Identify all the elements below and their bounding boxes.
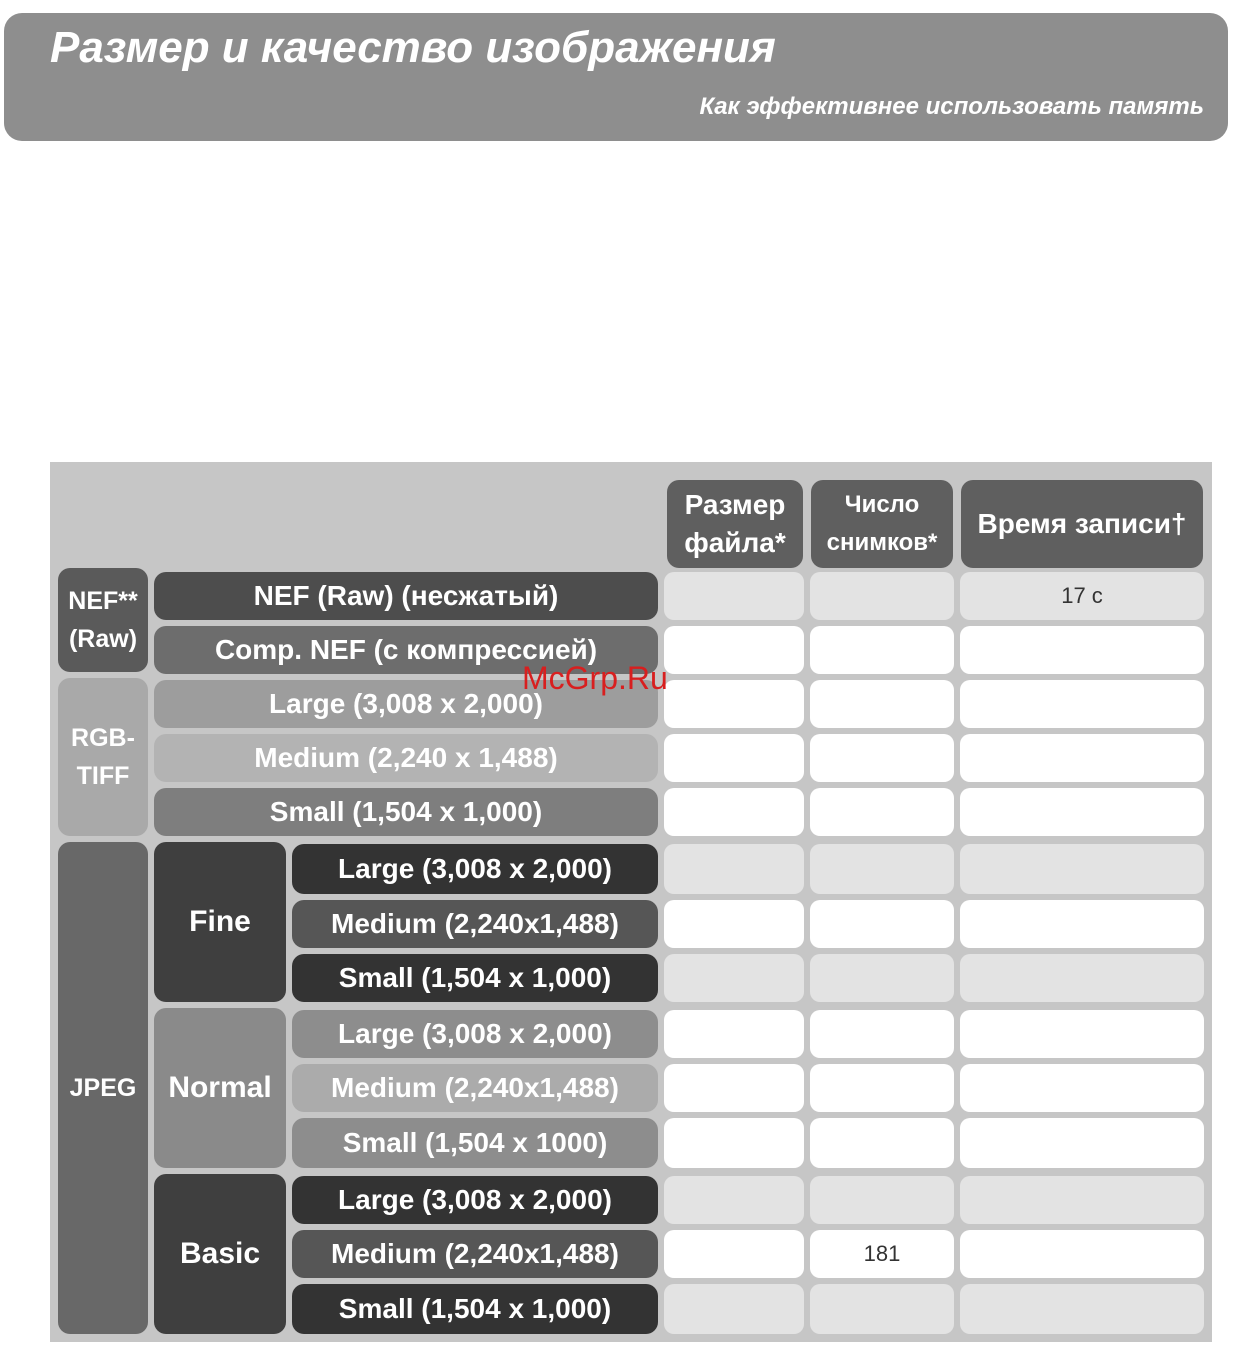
cell-shots [810,1118,954,1168]
cell-file-size [664,626,804,674]
row-label: Small (1,504 x 1,000) [292,1284,658,1334]
cell-time [960,844,1204,894]
cell-time [960,1176,1204,1224]
page-title: Размер и качество изображения [50,23,776,72]
cell-shots [810,844,954,894]
page-subtitle: Как эффективнее использовать память [699,93,1204,120]
cell-file-size [664,1118,804,1168]
cell-time: 17 с [960,572,1204,620]
cell-time [960,1010,1204,1058]
cell-file-size [664,900,804,948]
row-label: Medium (2,240x1,488) [292,900,658,948]
cell-file-size [664,680,804,728]
cell-file-size [664,734,804,782]
row-label: Small (1,504 x 1,000) [292,954,658,1002]
cell-time [960,680,1204,728]
row-label: Small (1,504 x 1000) [292,1118,658,1168]
cell-time [960,1284,1204,1334]
cell-time [960,626,1204,674]
cell-shots [810,680,954,728]
cell-file-size [664,1176,804,1224]
row-label: NEF (Raw) (несжатый) [154,572,658,620]
group-rgb-tiff: RGB- TIFF [58,678,148,836]
cell-time [960,954,1204,1002]
group-jpeg: JPEG [58,842,148,1334]
row-label: Comp. NEF (с компрессией) [154,626,658,674]
cell-file-size [664,1284,804,1334]
cell-time [960,734,1204,782]
row-label: Large (3,008 x 2,000) [292,1010,658,1058]
cell-file-size [664,1064,804,1112]
cell-shots [810,1284,954,1334]
cell-time [960,1118,1204,1168]
row-label: Large (3,008 x 2,000) [154,680,658,728]
jpeg-normal-label: Normal [154,1008,286,1168]
cell-file-size [664,1010,804,1058]
cell-shots [810,1010,954,1058]
col-header-file-size: Размер файла* [667,480,803,568]
cell-time [960,900,1204,948]
row-label: Medium (2,240x1,488) [292,1064,658,1112]
row-label: Medium (2,240 x 1,488) [154,734,658,782]
row-label: Large (3,008 x 2,000) [292,1176,658,1224]
group-nef: NEF** (Raw) [58,568,148,672]
cell-shots [810,626,954,674]
row-label: Small (1,504 x 1,000) [154,788,658,836]
jpeg-fine-label: Fine [154,842,286,1002]
cell-shots [810,1176,954,1224]
row-label: Large (3,008 x 2,000) [292,844,658,894]
cell-file-size [664,1230,804,1278]
header-banner [4,13,1228,141]
row-label: Medium (2,240x1,488) [292,1230,658,1278]
cell-time [960,788,1204,836]
cell-file-size [664,788,804,836]
cell-shots [810,572,954,620]
cell-time [960,1064,1204,1112]
cell-shots [810,900,954,948]
watermark: McGrp.Ru [522,660,668,696]
col-header-record-time: Время записи† [961,480,1203,568]
col-header-shots: Число снимков* [811,480,953,568]
jpeg-basic-label: Basic [154,1174,286,1334]
cell-shots [810,734,954,782]
cell-file-size [664,844,804,894]
cell-file-size [664,954,804,1002]
cell-shots [810,788,954,836]
cell-time [960,1230,1204,1278]
cell-shots [810,954,954,1002]
quality-table [50,462,1212,1342]
cell-shots: 181 [810,1230,954,1278]
cell-shots [810,1064,954,1112]
cell-file-size [664,572,804,620]
